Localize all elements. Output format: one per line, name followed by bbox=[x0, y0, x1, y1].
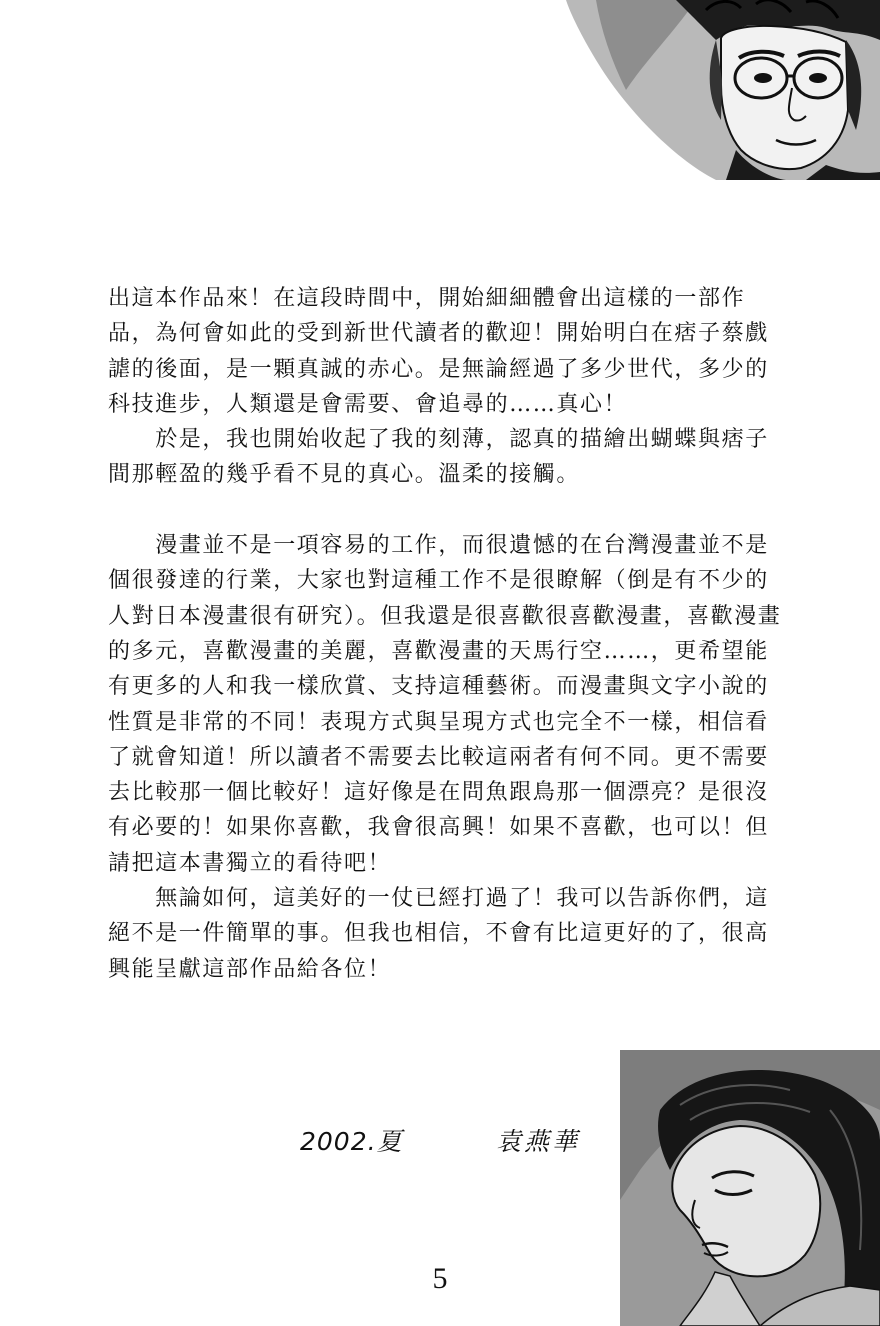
portrait-woman-illustration bbox=[620, 1050, 880, 1326]
text-line: 於是，我也開始收起了我的刻薄，認真的描繪出蝴蝶與痞子 bbox=[108, 427, 769, 453]
paragraph-gap bbox=[108, 493, 776, 528]
text-line: 無論如何，這美好的一仗已經打過了！我可以告訴你們，這 bbox=[108, 886, 769, 912]
text-line: 出這本作品來！在這段時間中，開始細細體會出這樣的一部作 bbox=[108, 286, 746, 311]
text-line: 人對日本漫畫很有研究）。但我還是很喜歡很喜歡漫畫，喜歡漫畫 bbox=[108, 603, 782, 629]
text-line: 的多元，喜歡漫畫的美麗，喜歡漫畫的天馬行空……，更希望能 bbox=[108, 638, 769, 664]
body-text bbox=[108, 281, 782, 987]
text-line: 有必要的！如果你喜歡，我會很高興！如果不喜歡，也可以！但 bbox=[108, 815, 769, 841]
text-line: 科技進步，人類還是會需要、會追尋的……真心！ bbox=[108, 391, 628, 417]
text-line: 請把這本書獨立的看待吧！ bbox=[108, 850, 392, 876]
text-line: 性質是非常的不同！表現方式與呈現方式也完全不一樣，相信看 bbox=[108, 709, 769, 735]
signature-date: 2002.夏 bbox=[300, 1127, 403, 1156]
text-line: 個很發達的行業，大家也對這種工作不是很瞭解（倒是有不少的 bbox=[108, 568, 769, 594]
portrait-man-illustration bbox=[556, 0, 880, 180]
text-line: 去比較那一個比較好！這好像是在問魚跟鳥那一個漂亮？是很沒 bbox=[108, 780, 769, 806]
text-line: 漫畫並不是一項容易的工作，而很遺憾的在台灣漫畫並不是 bbox=[108, 533, 769, 559]
text-line: 了就會知道！所以讀者不需要去比較這兩者有何不同。更不需要 bbox=[108, 744, 769, 770]
text-line: 謔的後面，是一顆真誠的赤心。是無論經過了多少世代，多少的 bbox=[108, 356, 769, 382]
text-line: 品，為何會如此的受到新世代讀者的歡迎！開始明白在痞子蔡戲 bbox=[108, 321, 769, 347]
page-number: 5 bbox=[432, 1262, 448, 1295]
text-line: 絕不是一件簡單的事。但我也相信，不會有比這更好的了，很高 bbox=[108, 921, 769, 947]
text-line: 有更多的人和我一樣欣賞、支持這種藝術。而漫畫與文字小說的 bbox=[108, 674, 769, 700]
text-line: 興能呈獻這部作品給各位！ bbox=[108, 956, 392, 982]
signature bbox=[300, 1122, 620, 1162]
text-line: 間那輕盈的幾乎看不見的真心。溫柔的接觸。 bbox=[108, 462, 581, 488]
signature-author: 袁燕華 bbox=[496, 1127, 581, 1156]
